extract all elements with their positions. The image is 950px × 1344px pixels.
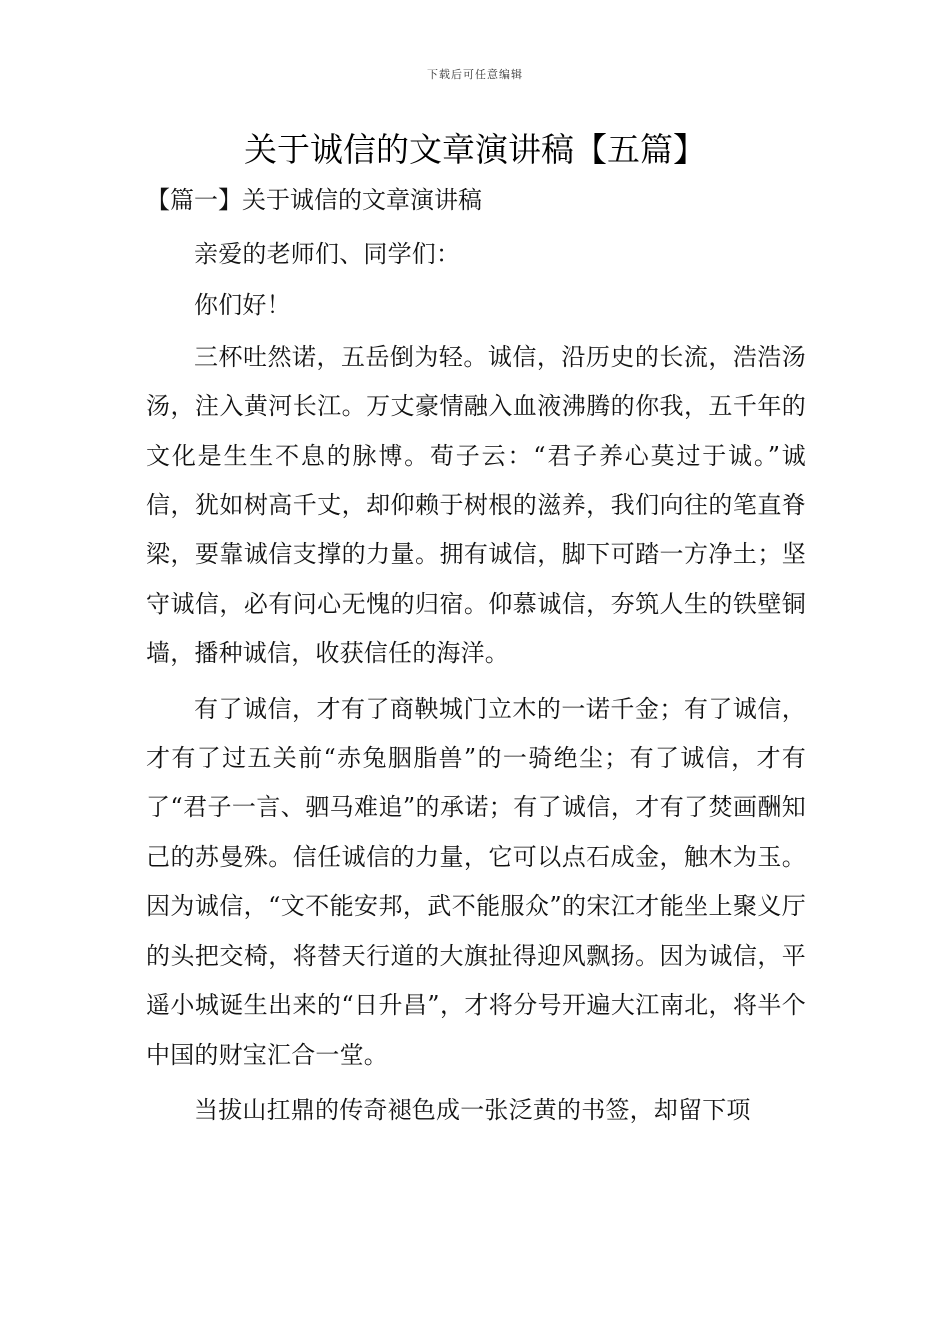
body-paragraph: 有了诚信，才有了商鞅城门立木的一诺千金；有了诚信，才有了过五关前“赤兔胭脂兽”的一骑绝尘；有了诚信，才有了“君子一言、驷马难追”的承诺；有了诚信，才有了焚画酬知己的苏曼殊。信任诚信的力量，它可以点石成金，触木为玉。因为诚信，“文不能安邦，武不能服众”的宋江才能坐上聚义厅的头把交椅，将替天行道的大旗扯得迎风飘扬。因为诚信，平遥小城诞生出来的“日升昌”，才将分号开遍大江南北，将半个中国的财宝汇合一堂。 — [146, 694, 806, 1069]
greeting-paragraph: 你们好！ — [194, 291, 291, 320]
page-header-note: 下载后可任意编辑 — [427, 68, 523, 81]
salutation-paragraph: 亲爱的老师们、同学们： — [194, 240, 461, 268]
document-title: 关于诚信的文章演讲稿【五篇】 — [244, 130, 706, 169]
document-body — [146, 230, 806, 1137]
body-paragraph: 三杯吐然诺，五岳倒为轻。诚信，沿历史的长流，浩浩汤汤，注入黄河长江。万丈豪情融入血液沸腾的你我，五千年的文化是生生不息的脉博。荀子云：“君子养心莫过于诚。”诚信，犹如树高千丈，却仰赖于树根的滋养，我们向往的笔直脊梁，要靠诚信支撑的力量。拥有诚信，脚下可踏一方净土；坚守诚信，必有问心无愧的归宿。仰慕诚信，夯筑人生的铁壁铜墙，播种诚信，收获信任的海洋。 — [146, 342, 806, 668]
body-paragraph: 当拔山扛鼎的传奇褪色成一张泛黄的书签，却留下项 — [194, 1095, 751, 1124]
section-heading: 【篇一】关于诚信的文章演讲稿 — [146, 186, 482, 214]
